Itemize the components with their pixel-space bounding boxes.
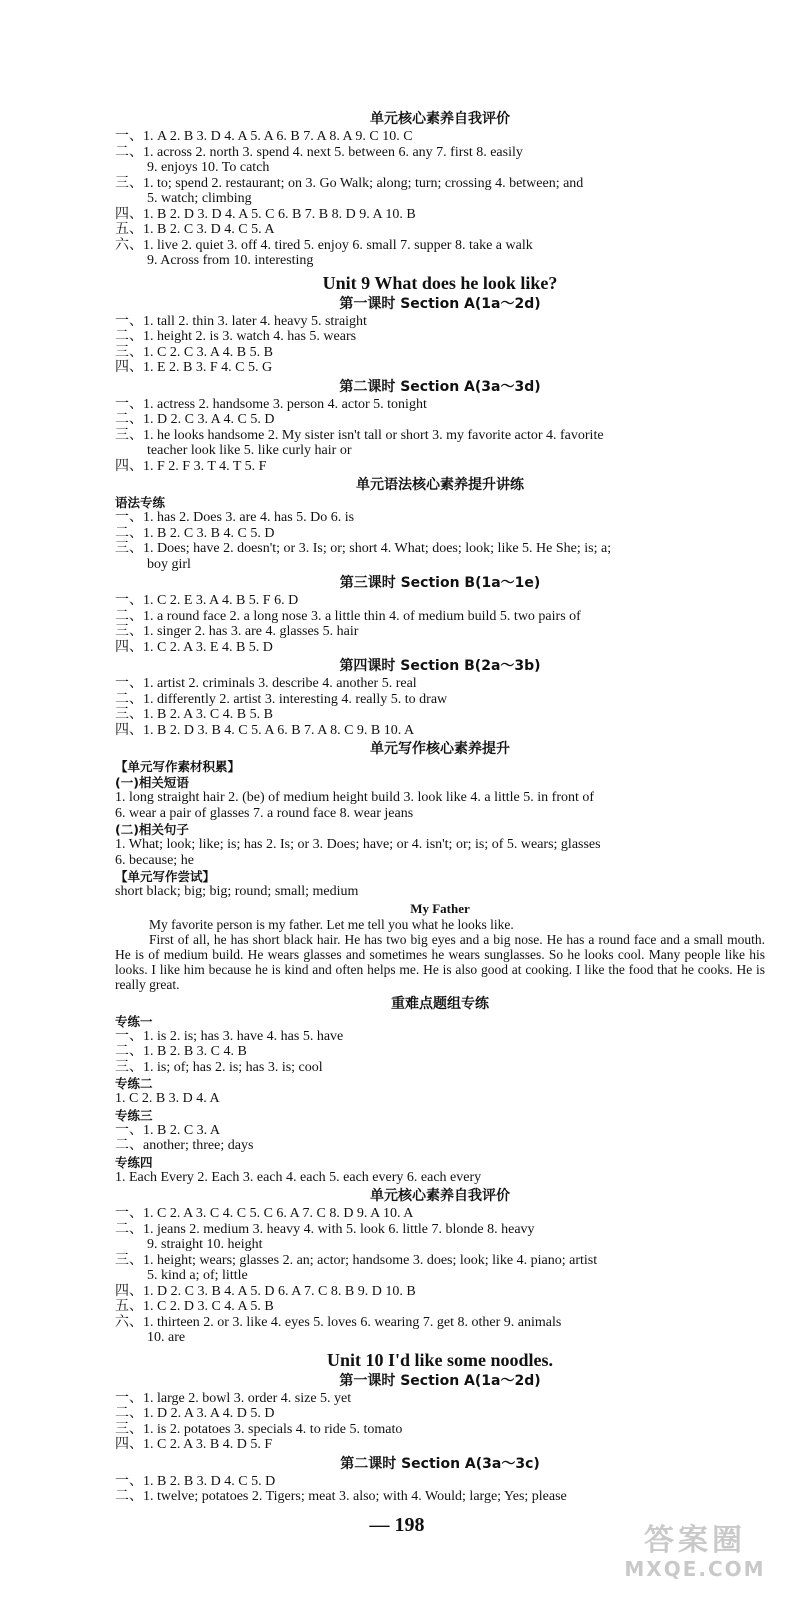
answer-line: 1. C 2. B 3. D 4. A (115, 1091, 220, 1107)
essay-title: My Father (410, 900, 470, 916)
answer-line: 5. kind a; of; little (147, 1268, 248, 1284)
answer-line: 二、1. height 2. is 3. watch 4. has 5. wears (115, 329, 357, 344)
answer-line: 四、1. B 2. D 3. D 4. A 5. C 6. B 7. B 8. D 9. A 10. B (115, 206, 416, 222)
section-heading: 第四课时 Section B(2a～3b) (339, 658, 541, 674)
answer-line: 二、1. across 2. north 3. spend 4. next 5. between 6. any 7. first 8. easily (115, 144, 523, 160)
section-heading: 第一课时 Section A(1a～2d) (339, 295, 541, 312)
answer-line: 一、1. B 2. B 3. D 4. C 5. D (115, 1473, 276, 1489)
subsection-label: 专练一 (115, 1013, 153, 1029)
unit-title: Unit 9 What does he look like? (322, 272, 558, 293)
answer-line: 三、1. he looks handsome 2. My sister isn't tall or short 3. my favorite actor 4. favorite (115, 427, 604, 443)
subsection-label: 专练三 (115, 1107, 153, 1123)
watermark (610, 1524, 780, 1584)
subsection-label: 专练二 (115, 1076, 153, 1092)
section-heading: 第一课时 Section A(1a～2d) (339, 1372, 541, 1389)
answer-line: 四、1. F 2. F 3. T 4. T 5. F (115, 458, 267, 474)
section-heading: 单元核心素养自我评价 (370, 111, 510, 127)
section-heading: 重难点题组专练 (391, 995, 489, 1012)
subsection-label: (二)相关句子 (115, 822, 189, 837)
answer-line: 二、1. B 2. B 3. C 4. B (115, 1044, 247, 1060)
answer-line: 一、1. actress 2. handsome 3. person 4. actor 5. tonight (115, 396, 427, 412)
answer-line: 9. Across from 10. interesting (147, 253, 314, 268)
answer-line: 二、another; three; days (115, 1138, 254, 1154)
answer-line: 三、1. C 2. C 3. A 4. B 5. B (115, 344, 273, 360)
answer-line: 五、1. C 2. D 3. C 4. A 5. B (115, 1299, 274, 1315)
answer-line: 四、1. D 2. C 3. B 4. A 5. D 6. A 7. C 8. B 9. D 10. B (115, 1283, 416, 1299)
section-heading: 单元语法核心素养提升讲练 (356, 477, 524, 493)
answer-line: 9. straight 10. height (147, 1237, 263, 1253)
answer-line: 6. wear a pair of glasses 7. a round face 8. wear jeans (115, 805, 414, 821)
answer-line: 三、1. Does; have 2. doesn't; or 3. Is; or; short 4. What; does; look; like 5. He She; is; a; (115, 541, 612, 556)
answer-line: 三、1. B 2. A 3. C 4. B 5. B (115, 707, 273, 722)
answer-line: 一、1. large 2. bowl 3. order 4. size 5. yet (115, 1390, 352, 1406)
answer-line: 二、1. a round face 2. a long nose 3. a little thin 4. of medium build 5. two pairs of (115, 608, 581, 624)
answer-line: 四、1. E 2. B 3. F 4. C 5. G (115, 360, 273, 375)
page-number: — 198 (369, 1514, 425, 1536)
subsection-label: 语法专练 (115, 495, 166, 510)
answer-line: 一、1. tall 2. thin 3. later 4. heavy 5. straight (115, 313, 367, 329)
answer-line: 一、1. C 2. A 3. C 4. C 5. C 6. A 7. C 8. D 9. A 10. A (115, 1206, 414, 1222)
section-heading: 第二课时 Section A(3a～3c) (340, 1455, 540, 1472)
answer-line: 四、1. B 2. D 3. B 4. C 5. A 6. B 7. A 8. C 9. B 10. A (115, 722, 415, 738)
answer-line: 10. are (147, 1330, 186, 1346)
answer-line: 二、1. differently 2. artist 3. interesting 4. really 5. to draw (115, 691, 448, 707)
section-heading: 第三课时 Section B(1a～1e) (339, 575, 541, 591)
answer-line: 一、1. has 2. Does 3. are 4. has 5. Do 6. is (115, 510, 355, 525)
answer-line: 二、1. jeans 2. medium 3. heavy 4. with 5. look 6. little 7. blonde 8. heavy (115, 1221, 535, 1237)
answer-line: 三、1. to; spend 2. restaurant; on 3. Go Walk; along; turn; crossing 4. between; and (115, 175, 584, 191)
answer-line: 六、1. thirteen 2. or 3. like 4. eyes 5. loves 6. wearing 7. get 8. other 9. animals (115, 1314, 562, 1330)
section-heading: 单元核心素养自我评价 (370, 1188, 510, 1205)
answer-line: 5. watch; climbing (147, 191, 252, 206)
answer-line: 二、1. D 2. A 3. A 4. D 5. D (115, 1406, 275, 1422)
answer-line: 一、1. artist 2. criminals 3. describe 4. another 5. real (115, 676, 417, 691)
answer-line: teacher look like 5. like curly hair or (147, 443, 352, 458)
subsection-label: (一)相关短语 (115, 775, 189, 790)
answer-line: 四、1. C 2. A 3. B 4. D 5. F (115, 1437, 273, 1453)
section-heading: 单元写作核心素养提升 (370, 741, 510, 757)
subsection-label: 【单元写作素材积累】 (115, 759, 241, 774)
answer-line: 五、1. B 2. C 3. D 4. C 5. A (115, 222, 275, 237)
unit-title: Unit 10 I'd like some noodles. (326, 1349, 554, 1370)
answer-line: 四、1. C 2. A 3. E 4. B 5. D (115, 639, 273, 655)
essay-paragraph: First of all, he has short black hair. He has two big eyes and a big nose. He has a round face and a small mouth. He is of medium build. He wears glasses and sometimes he wears sunglasses. So he looks cool. Many people like his looks. I like him because he is kind and often helps me. He is also good at cooking. I like the food that he cooks. He is really great. (115, 931, 765, 993)
answer-line: 1. long straight hair 2. (be) of medium height build 3. look like 4. a little 5. in front of (115, 790, 595, 805)
answer-line: 六、1. live 2. quiet 3. off 4. tired 5. enjoy 6. small 7. supper 8. take a walk (115, 237, 533, 253)
answer-line: 一、1. A 2. B 3. D 4. A 5. A 6. B 7. A 8. A 9. C 10. C (115, 129, 413, 144)
answer-line: 9. enjoys 10. To catch (147, 160, 270, 175)
watermark-url: MXQE.COM (624, 1557, 766, 1581)
answer-line: 三、1. height; wears; glasses 2. an; actor; handsome 3. does; look; like 4. piano; artist (115, 1252, 598, 1268)
section-heading: 第二课时 Section A(3a～3d) (339, 378, 541, 395)
answer-line: 6. because; he (115, 852, 194, 868)
answer-line: 一、1. is 2. is; has 3. have 4. has 5. have (115, 1028, 344, 1044)
answer-line: 1. What; look; like; is; has 2. Is; or 3. Does; have; or 4. isn't; or; is; of 5. wears; glasses (115, 837, 601, 852)
answer-line: 一、1. B 2. C 3. A (115, 1122, 221, 1138)
essay-paragraph: My favorite person is my father. Let me tell you what he looks like. (149, 916, 514, 932)
answer-line: 三、1. singer 2. has 3. are 4. glasses 5. hair (115, 624, 359, 639)
watermark-logo: 答案圈 (644, 1523, 746, 1558)
answer-line: 三、1. is 2. potatoes 3. specials 4. to ride 5. tomato (115, 1421, 403, 1437)
answer-line: short black; big; big; round; small; medium (115, 884, 359, 899)
answer-line: 1. Each Every 2. Each 3. each 4. each 5. each every 6. each every (115, 1169, 482, 1185)
subsection-label: 专练四 (115, 1154, 153, 1170)
answer-line: 二、1. B 2. C 3. B 4. C 5. D (115, 525, 275, 541)
answer-content (115, 108, 765, 1505)
subsection-label: 【单元写作尝试】 (115, 869, 216, 884)
answer-line: 二、1. twelve; potatoes 2. Tigers; meat 3. also; with 4. Would; large; Yes; please (115, 1489, 567, 1505)
sample-essay (115, 917, 765, 993)
answer-line: 二、1. D 2. C 3. A 4. C 5. D (115, 412, 275, 427)
answer-line: boy girl (147, 556, 191, 572)
answer-line: 三、1. is; of; has 2. is; has 3. is; cool (115, 1059, 323, 1075)
answer-line: 一、1. C 2. E 3. A 4. B 5. F 6. D (115, 593, 299, 608)
